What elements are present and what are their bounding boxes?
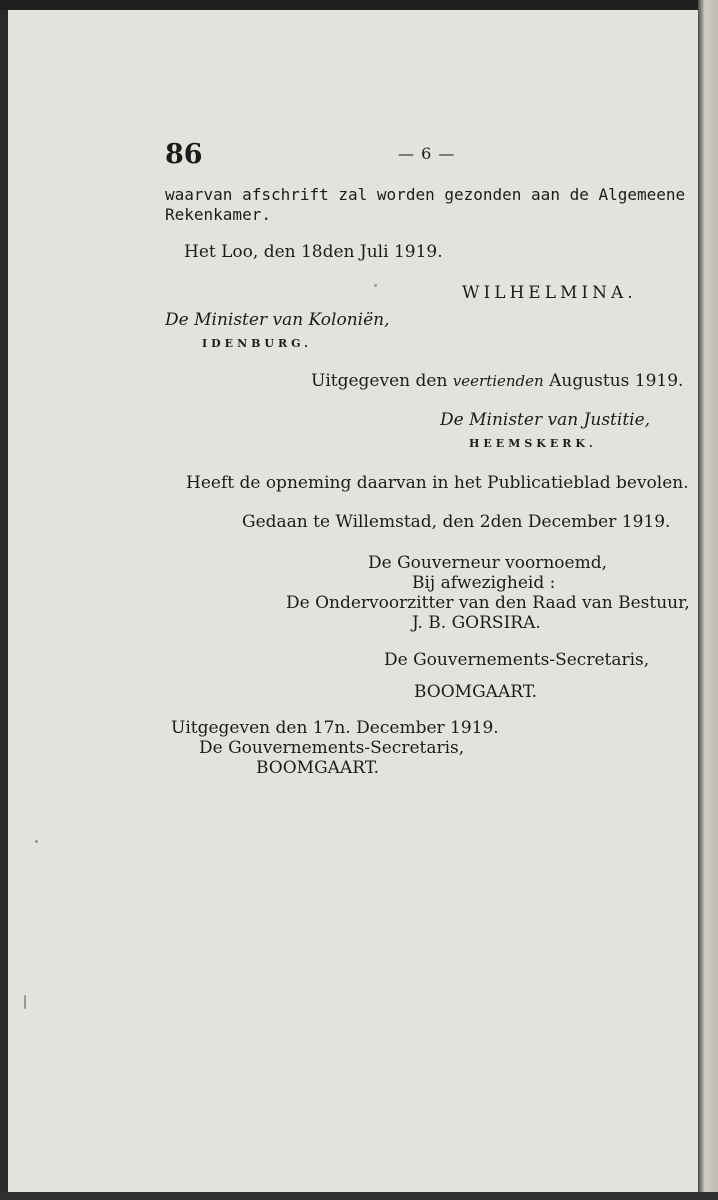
paper-speck [24, 995, 26, 1009]
royal-signature: WILHELMINA. [462, 283, 637, 303]
secretary-title: De Gouvernements-Secretaris, [384, 650, 650, 670]
vice-chair-name: J. B. GORSIRA. [412, 613, 541, 633]
publication-line: Heeft de opneming daarvan in het Publicatieblad bevolen. [186, 473, 689, 493]
sheet-number: — 6 — [398, 144, 456, 163]
final-secretary-title: De Gouvernements-Secretaris, [199, 738, 465, 758]
scan-right-edge [698, 0, 718, 1200]
minister-justice-name: HEEMSKERK. [469, 437, 597, 450]
body-line-2: Rekenkamer. [165, 205, 271, 224]
vice-chair-line: De Ondervoorzitter van den Raad van Bestuur, [286, 593, 690, 613]
absence-line: Bij afwezigheid : [412, 573, 556, 593]
body-line-1: waarvan afschrift zal worden gezonden aan de Algemeene [165, 185, 686, 204]
minister-justice-title: De Minister van Justitie, [440, 410, 651, 430]
final-secretary-name: BOOMGAART. [256, 758, 379, 778]
minister-colonies-title: De Minister van Koloniën, [165, 310, 390, 330]
issued-day: veertienden [452, 372, 544, 390]
governor-line: De Gouverneur voornoemd, [368, 553, 607, 573]
scan-bottom-edge [0, 1192, 718, 1200]
minister-colonies-name: IDENBURG. [202, 337, 312, 350]
secretary-name: BOOMGAART. [414, 682, 537, 702]
issued-line [311, 371, 683, 391]
paper-speck [374, 284, 377, 287]
page-number: 86 [165, 139, 203, 170]
issued-prefix: Uitgegeven den [311, 371, 448, 391]
paper-speck [35, 840, 38, 843]
done-line: Gedaan te Willemstad, den 2den December 1919. [242, 512, 671, 532]
issued-suffix: Augustus 1919. [549, 371, 684, 391]
place-date: Het Loo, den 18den Juli 1919. [184, 242, 443, 262]
final-issued-line: Uitgegeven den 17n. December 1919. [171, 718, 499, 738]
scan-top-edge [0, 0, 718, 10]
